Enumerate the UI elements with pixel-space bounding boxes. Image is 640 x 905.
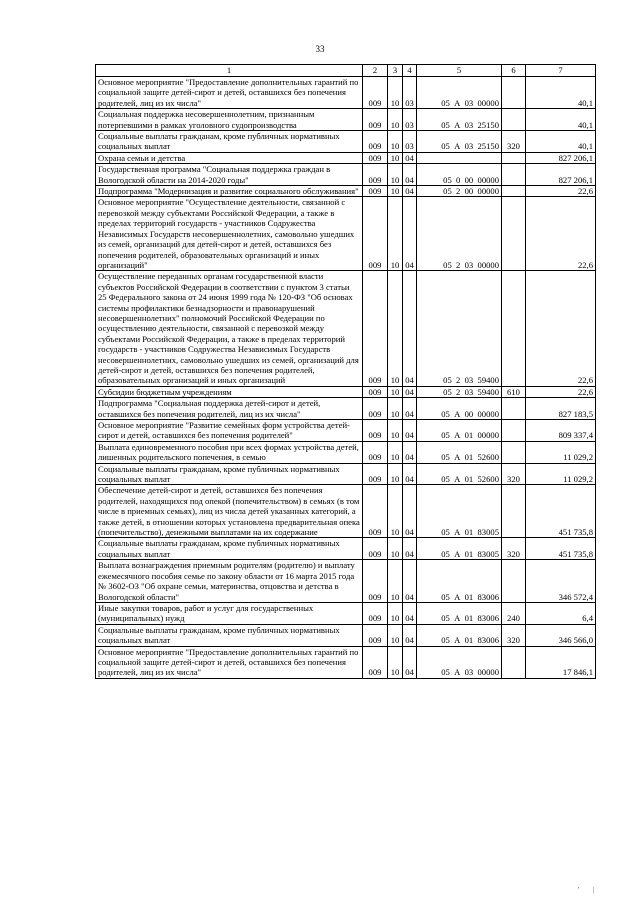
subsection-code-cell: 04 (403, 538, 417, 560)
subsection-code-cell: 03 (403, 109, 417, 131)
amount-cell: 346 572,4 (526, 560, 596, 603)
row-name-cell: Основное мероприятие "Предоставление дополнительных гарантий по социальной защите детей-сирот и детей, оставшихся без попечения родителей, лиц из их числа" (96, 646, 363, 678)
target-article-cell: 05 А 01 83005 (417, 485, 502, 538)
expense-type-cell (502, 152, 526, 163)
subsection-code-cell: 04 (403, 164, 417, 186)
amount-cell: 22,6 (526, 197, 596, 271)
section-code-cell: 10 (388, 109, 403, 131)
row-name-cell: Охрана семьи и детства (96, 152, 363, 163)
table-row (96, 386, 596, 397)
page-number: 33 (315, 44, 325, 54)
subsection-code-cell: 04 (403, 560, 417, 603)
expense-type-cell (502, 646, 526, 678)
section-code-cell: 10 (388, 197, 403, 271)
section-code-cell: 10 (388, 441, 403, 463)
table-row (96, 602, 596, 624)
target-article-cell: 05 А 01 83006 (417, 624, 502, 646)
subsection-code-cell: 04 (403, 186, 417, 197)
target-article-cell: 05 А 03 25150 (417, 109, 502, 131)
target-article-cell: 05 А 03 00000 (417, 646, 502, 678)
section-code-cell: 10 (388, 164, 403, 186)
amount-cell: 22,6 (526, 386, 596, 397)
section-code-cell: 10 (388, 602, 403, 624)
ministry-code-cell: 009 (363, 186, 388, 197)
expense-type-cell (502, 398, 526, 420)
amount-cell: 346 566,0 (526, 624, 596, 646)
ministry-code-cell: 009 (363, 77, 388, 109)
row-name-cell: Социальные выплаты гражданам, кроме публичных нормативных социальных выплат (96, 463, 363, 485)
row-name-cell: Социальная поддержка несовершеннолетним, признанным потерпевшими в рамках уголовного судопроизводства (96, 109, 363, 131)
ministry-code-cell: 009 (363, 624, 388, 646)
target-article-cell: 05 А 01 00000 (417, 420, 502, 442)
target-article-cell: 05 0 00 00000 (417, 164, 502, 186)
ministry-code-cell: 009 (363, 646, 388, 678)
section-code-cell: 10 (388, 398, 403, 420)
amount-cell: 40,1 (526, 77, 596, 109)
table-body (96, 65, 596, 679)
table-row (96, 441, 596, 463)
section-code-cell: 10 (388, 420, 403, 442)
header-cell: 4 (403, 65, 417, 77)
expense-type-cell (502, 485, 526, 538)
table-row (96, 646, 596, 678)
table-row (96, 485, 596, 538)
ministry-code-cell: 009 (363, 463, 388, 485)
section-code-cell: 10 (388, 646, 403, 678)
subsection-code-cell: 04 (403, 398, 417, 420)
expense-type-cell: 320 (502, 131, 526, 153)
header-cell: 5 (417, 65, 502, 77)
expense-type-cell (502, 109, 526, 131)
subsection-code-cell: 04 (403, 602, 417, 624)
expense-type-cell (502, 560, 526, 603)
target-article-cell: 05 2 03 59400 (417, 271, 502, 386)
section-code-cell: 10 (388, 485, 403, 538)
header-cell: 6 (502, 65, 526, 77)
target-article-cell (417, 152, 502, 163)
amount-cell: 22,6 (526, 271, 596, 386)
subsection-code-cell: 04 (403, 197, 417, 271)
target-article-cell: 05 А 01 83006 (417, 602, 502, 624)
row-name-cell: Социальные выплаты гражданам, кроме публичных нормативных социальных выплат (96, 624, 363, 646)
table-row (96, 538, 596, 560)
target-article-cell: 05 А 03 25150 (417, 131, 502, 153)
table-row (96, 463, 596, 485)
ministry-code-cell: 009 (363, 441, 388, 463)
table-row (96, 131, 596, 153)
amount-cell: 11 029,2 (526, 463, 596, 485)
amount-cell: 22,6 (526, 186, 596, 197)
subsection-code-cell: 04 (403, 386, 417, 397)
subsection-code-cell: 04 (403, 624, 417, 646)
expense-type-cell (502, 186, 526, 197)
subsection-code-cell: 04 (403, 646, 417, 678)
ministry-code-cell: 009 (363, 560, 388, 603)
row-name-cell: Иные закупки товаров, работ и услуг для государственных (муниципальных) нужд (96, 602, 363, 624)
expense-type-cell (502, 271, 526, 386)
table-row (96, 152, 596, 163)
expense-type-cell (502, 197, 526, 271)
subsection-code-cell: 04 (403, 420, 417, 442)
row-name-cell: Подпрограмма "Модернизация и развитие социального обслуживания" (96, 186, 363, 197)
expense-type-cell: 320 (502, 463, 526, 485)
subsection-code-cell: 04 (403, 441, 417, 463)
section-code-cell: 10 (388, 271, 403, 386)
section-code-cell: 10 (388, 152, 403, 163)
ministry-code-cell: 009 (363, 271, 388, 386)
section-code-cell: 10 (388, 131, 403, 153)
amount-cell: 6,4 (526, 602, 596, 624)
table-row (96, 271, 596, 386)
table-row (96, 77, 596, 109)
table-row (96, 398, 596, 420)
ministry-code-cell: 009 (363, 109, 388, 131)
ministry-code-cell: 009 (363, 602, 388, 624)
row-name-cell: Обеспечение детей-сирот и детей, оставшихся без попечения родителей, находящихся под опекой (попечительством) в семьях (в том числе в приемных семьях), лиц из числа детей указанных категорий, а также детей, в отношении которых установлена предварительная опека (попечительство), денежными выплатами на их содержание (96, 485, 363, 538)
section-code-cell: 10 (388, 560, 403, 603)
amount-cell: 11 029,2 (526, 441, 596, 463)
corner-mark: ' | (578, 886, 601, 894)
expense-type-cell: 240 (502, 602, 526, 624)
row-name-cell: Выплата единовременного пособия при всех формах устройства детей, лишенных родительского попечения, в семью (96, 441, 363, 463)
header-row (96, 65, 596, 77)
table-row (96, 164, 596, 186)
target-article-cell: 05 2 03 00000 (417, 197, 502, 271)
section-code-cell: 10 (388, 186, 403, 197)
ministry-code-cell: 009 (363, 420, 388, 442)
table-row (96, 420, 596, 442)
subsection-code-cell: 04 (403, 485, 417, 538)
row-name-cell: Социальные выплаты гражданам, кроме публичных нормативных социальных выплат (96, 538, 363, 560)
section-code-cell: 10 (388, 386, 403, 397)
target-article-cell: 05 А 00 00000 (417, 398, 502, 420)
row-name-cell: Основное мероприятие "Развитие семейных форм устройства детей-сирот и детей, оставшихся без попечения родителей" (96, 420, 363, 442)
target-article-cell: 05 А 03 00000 (417, 77, 502, 109)
subsection-code-cell: 04 (403, 271, 417, 386)
amount-cell: 827 206,1 (526, 164, 596, 186)
amount-cell: 40,1 (526, 131, 596, 153)
target-article-cell: 05 А 01 52600 (417, 463, 502, 485)
amount-cell: 827 206,1 (526, 152, 596, 163)
target-article-cell: 05 А 01 52600 (417, 441, 502, 463)
expense-type-cell (502, 77, 526, 109)
amount-cell: 809 337,4 (526, 420, 596, 442)
expense-type-cell (502, 441, 526, 463)
header-cell: 1 (96, 65, 363, 77)
amount-cell: 451 735,8 (526, 485, 596, 538)
amount-cell: 40,1 (526, 109, 596, 131)
row-name-cell: Субсидии бюджетным учреждениям (96, 386, 363, 397)
amount-cell: 451 735,8 (526, 538, 596, 560)
table-row (96, 109, 596, 131)
table-row (96, 624, 596, 646)
expense-type-cell (502, 420, 526, 442)
subsection-code-cell: 04 (403, 152, 417, 163)
subsection-code-cell: 03 (403, 77, 417, 109)
ministry-code-cell: 009 (363, 131, 388, 153)
target-article-cell: 05 2 00 00000 (417, 186, 502, 197)
table-row (96, 186, 596, 197)
expense-type-cell: 610 (502, 386, 526, 397)
table-row (96, 197, 596, 271)
header-cell: 3 (388, 65, 403, 77)
section-code-cell: 10 (388, 463, 403, 485)
target-article-cell: 05 2 03 59400 (417, 386, 502, 397)
expense-type-cell: 320 (502, 624, 526, 646)
amount-cell: 17 846,1 (526, 646, 596, 678)
expense-type-cell (502, 164, 526, 186)
ministry-code-cell: 009 (363, 152, 388, 163)
row-name-cell: Основное мероприятие "Предоставление дополнительных гарантий по социальной защите детей-сирот и детей, оставшихся без попечения родителей, лиц из их числа" (96, 77, 363, 109)
ministry-code-cell: 009 (363, 538, 388, 560)
header-cell: 7 (526, 65, 596, 77)
subsection-code-cell: 03 (403, 131, 417, 153)
row-name-cell: Подпрограмма "Социальная поддержка детей-сирот и детей, оставшихся без попечения родителей, лиц из их числа" (96, 398, 363, 420)
header-cell: 2 (363, 65, 388, 77)
target-article-cell: 05 А 01 83006 (417, 560, 502, 603)
subsection-code-cell: 04 (403, 463, 417, 485)
row-name-cell: Государственная программа "Социальная поддержка граждан в Вологодской области на 2014-2020 годы" (96, 164, 363, 186)
row-name-cell: Осуществление переданных органам государственной власти субъектов Российской Федерации в соответствии с пунктом 3 статьи 25 Федерального закона от 24 июня 1999 года № 120-ФЗ "Об основах системы профилактики безнадзорности и правонарушений несовершеннолетних" полномочий Российской Федерации по осуществлению деятельности, связанной с перевозкой между субъектами Российской Федерации, а также в пределах территорий государств - участников Содружества Независимых Государств несовершеннолетних, самовольно ушедших из семей, организаций для детей-сирот и детей, оставшихся без попечения родителей, образовательных организаций и иных организаций (96, 271, 363, 386)
ministry-code-cell: 009 (363, 197, 388, 271)
budget-table (95, 64, 596, 679)
row-name-cell: Социальные выплаты гражданам, кроме публичных нормативных социальных выплат (96, 131, 363, 153)
amount-cell: 827 183,5 (526, 398, 596, 420)
table-row (96, 560, 596, 603)
row-name-cell: Основное мероприятие "Осуществление деятельности, связанной с перевозкой между субъектами Российской Федерации, а также в пределах территорий государств - участников Содружества Независимых Государств несовершеннолетних, самовольно ушедших из семей, организаций для детей-сирот и детей, оставшихся без попечения родителей, образовательных организаций и иных организаций" (96, 197, 363, 271)
ministry-code-cell: 009 (363, 386, 388, 397)
section-code-cell: 10 (388, 538, 403, 560)
ministry-code-cell: 009 (363, 398, 388, 420)
row-name-cell: Выплата вознаграждения приемным родителям (родителю) и выплату ежемесячного пособия семье по закону области от 16 марта 2015 года № 3602-ОЗ "Об охране семьи, материнства, отцовства и детства в Вологодской области" (96, 560, 363, 603)
expense-type-cell: 320 (502, 538, 526, 560)
section-code-cell: 10 (388, 624, 403, 646)
target-article-cell: 05 А 01 83005 (417, 538, 502, 560)
ministry-code-cell: 009 (363, 164, 388, 186)
section-code-cell: 10 (388, 77, 403, 109)
ministry-code-cell: 009 (363, 485, 388, 538)
